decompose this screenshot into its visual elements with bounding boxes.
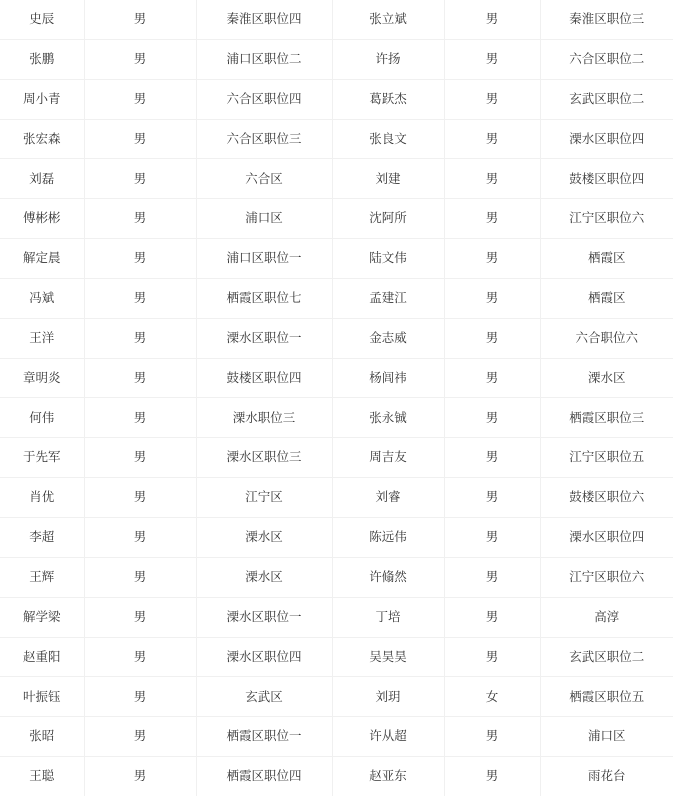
- post-cell: 栖霞区职位四: [196, 757, 332, 796]
- name-cell: 冯斌: [0, 278, 84, 318]
- gender-cell-right: 男: [444, 757, 540, 796]
- post-cell: 六合区职位三: [196, 119, 332, 159]
- name-cell: 傅彬彬: [0, 199, 84, 239]
- gender-cell: 男: [84, 677, 196, 717]
- post-cell: 江宁区: [196, 478, 332, 518]
- name-cell-right: 赵亚东: [332, 757, 444, 796]
- post-cell-right: 雨花台: [540, 757, 673, 796]
- post-cell: 溧水区: [196, 557, 332, 597]
- post-cell: 浦口区: [196, 199, 332, 239]
- post-cell-right: 江宁区职位五: [540, 438, 673, 478]
- name-cell: 王辉: [0, 557, 84, 597]
- gender-cell-right: 男: [444, 239, 540, 279]
- name-cell-right: 刘睿: [332, 478, 444, 518]
- table-row: [0, 398, 673, 438]
- name-cell-right: 许翛然: [332, 557, 444, 597]
- table-row: [0, 637, 673, 677]
- post-cell-right: 江宁区职位六: [540, 199, 673, 239]
- post-cell: 六合区: [196, 159, 332, 199]
- name-cell-right: 周吉友: [332, 438, 444, 478]
- post-cell-right: 鼓楼区职位六: [540, 478, 673, 518]
- post-cell: 浦口区职位一: [196, 239, 332, 279]
- table-row: [0, 0, 673, 39]
- table-row: [0, 79, 673, 119]
- name-cell-right: 刘建: [332, 159, 444, 199]
- post-cell: 溧水区职位一: [196, 597, 332, 637]
- post-cell-right: 栖霞区职位五: [540, 677, 673, 717]
- table-row: [0, 39, 673, 79]
- name-cell: 章明炎: [0, 358, 84, 398]
- table-row: [0, 358, 673, 398]
- name-cell: 叶振钰: [0, 677, 84, 717]
- post-cell: 秦淮区职位四: [196, 0, 332, 39]
- gender-cell-right: 男: [444, 0, 540, 39]
- name-cell: 解定晨: [0, 239, 84, 279]
- post-cell-right: 溧水区: [540, 358, 673, 398]
- table-row: [0, 517, 673, 557]
- name-cell: 于先军: [0, 438, 84, 478]
- gender-cell: 男: [84, 717, 196, 757]
- post-cell-right: 高淳: [540, 597, 673, 637]
- gender-cell-right: 男: [444, 318, 540, 358]
- gender-cell-right: 男: [444, 478, 540, 518]
- name-cell: 周小青: [0, 79, 84, 119]
- table-row: [0, 717, 673, 757]
- gender-cell: 男: [84, 119, 196, 159]
- name-cell: 张宏森: [0, 119, 84, 159]
- name-cell-right: 陈远伟: [332, 517, 444, 557]
- post-cell-right: 栖霞区: [540, 278, 673, 318]
- name-cell-right: 沈阿所: [332, 199, 444, 239]
- name-cell-right: 张立斌: [332, 0, 444, 39]
- post-cell: 溧水区职位三: [196, 438, 332, 478]
- gender-cell-right: 男: [444, 358, 540, 398]
- name-cell: 李超: [0, 517, 84, 557]
- name-cell: 王聪: [0, 757, 84, 796]
- post-cell-right: 玄武区职位二: [540, 637, 673, 677]
- post-cell-right: 鼓楼区职位四: [540, 159, 673, 199]
- gender-cell: 男: [84, 517, 196, 557]
- gender-cell: 男: [84, 39, 196, 79]
- gender-cell-right: 男: [444, 717, 540, 757]
- name-cell-right: 张良文: [332, 119, 444, 159]
- post-cell: 溧水区: [196, 517, 332, 557]
- gender-cell-right: 男: [444, 597, 540, 637]
- name-cell-right: 孟建江: [332, 278, 444, 318]
- post-cell-right: 江宁区职位六: [540, 557, 673, 597]
- post-cell-right: 六合区职位二: [540, 39, 673, 79]
- name-cell-right: 陆文伟: [332, 239, 444, 279]
- table-row: [0, 239, 673, 279]
- name-cell-right: 杨闾祎: [332, 358, 444, 398]
- gender-cell: 男: [84, 757, 196, 796]
- gender-cell: 男: [84, 0, 196, 39]
- gender-cell-right: 男: [444, 278, 540, 318]
- name-cell-right: 许扬: [332, 39, 444, 79]
- name-cell-right: 葛跃杰: [332, 79, 444, 119]
- name-cell: 何伟: [0, 398, 84, 438]
- table-row: [0, 199, 673, 239]
- gender-cell: 男: [84, 557, 196, 597]
- post-cell-right: 溧水区职位四: [540, 517, 673, 557]
- table-row: [0, 597, 673, 637]
- gender-cell: 男: [84, 597, 196, 637]
- post-cell-right: 玄武区职位二: [540, 79, 673, 119]
- table-row: [0, 438, 673, 478]
- gender-cell: 男: [84, 239, 196, 279]
- name-cell: 史辰: [29, 11, 55, 27]
- name-cell-right: 许从超: [332, 717, 444, 757]
- table-row: [0, 159, 673, 199]
- gender-cell: 男: [84, 637, 196, 677]
- post-cell: 玄武区: [196, 677, 332, 717]
- gender-cell-right: 男: [444, 398, 540, 438]
- table-row: [0, 278, 673, 318]
- gender-cell-right: 男: [444, 159, 540, 199]
- gender-cell: 男: [84, 478, 196, 518]
- gender-cell: 男: [84, 79, 196, 119]
- post-cell: 溧水区职位一: [196, 318, 332, 358]
- name-cell-right: 吴昊昊: [332, 637, 444, 677]
- table-row: [0, 318, 673, 358]
- post-cell-right: 六合职位六: [540, 318, 673, 358]
- gender-cell-right: 男: [444, 438, 540, 478]
- name-cell: 解学梁: [0, 597, 84, 637]
- table-row: [0, 677, 673, 717]
- name-cell: 刘磊: [0, 159, 84, 199]
- post-cell: 溧水职位三: [196, 398, 332, 438]
- post-cell: 栖霞区职位七: [196, 278, 332, 318]
- post-cell: 鼓楼区职位四: [196, 358, 332, 398]
- table-row: [0, 478, 673, 518]
- table-row: [0, 557, 673, 597]
- gender-cell-right: 男: [444, 119, 540, 159]
- post-cell-right: 溧水区职位四: [540, 119, 673, 159]
- post-cell: 六合区职位四: [196, 79, 332, 119]
- gender-cell: 男: [84, 318, 196, 358]
- gender-cell-right: 男: [444, 79, 540, 119]
- gender-cell: 男: [84, 438, 196, 478]
- gender-cell: 男: [84, 199, 196, 239]
- gender-cell: 男: [84, 278, 196, 318]
- name-cell-right: 金志威: [332, 318, 444, 358]
- post-cell-right: 秦淮区职位三: [540, 0, 673, 39]
- post-cell: 浦口区职位二: [196, 39, 332, 79]
- gender-cell: 男: [84, 159, 196, 199]
- gender-cell-right: 女: [444, 677, 540, 717]
- name-cell-right: 刘玥: [332, 677, 444, 717]
- post-cell: 溧水区职位四: [196, 637, 332, 677]
- name-cell-right: 丁培: [332, 597, 444, 637]
- table-row: [0, 119, 673, 159]
- post-cell-right: 栖霞区职位三: [540, 398, 673, 438]
- gender-cell-right: 男: [444, 39, 540, 79]
- name-cell: 张鹏: [0, 39, 84, 79]
- gender-cell: 男: [84, 358, 196, 398]
- post-cell-right: 浦口区: [540, 717, 673, 757]
- name-cell: 赵重阳: [0, 637, 84, 677]
- gender-cell-right: 男: [444, 557, 540, 597]
- table-row: [0, 757, 673, 796]
- name-cell: 张昭: [0, 717, 84, 757]
- gender-cell: 男: [84, 398, 196, 438]
- gender-cell-right: 男: [444, 637, 540, 677]
- gender-cell-right: 男: [444, 199, 540, 239]
- gender-cell-right: 男: [444, 517, 540, 557]
- post-cell-right: 栖霞区: [540, 239, 673, 279]
- post-cell: 栖霞区职位一: [196, 717, 332, 757]
- name-cell-right: 张永铖: [332, 398, 444, 438]
- name-cell: 肖优: [0, 478, 84, 518]
- name-cell: 王洋: [0, 318, 84, 358]
